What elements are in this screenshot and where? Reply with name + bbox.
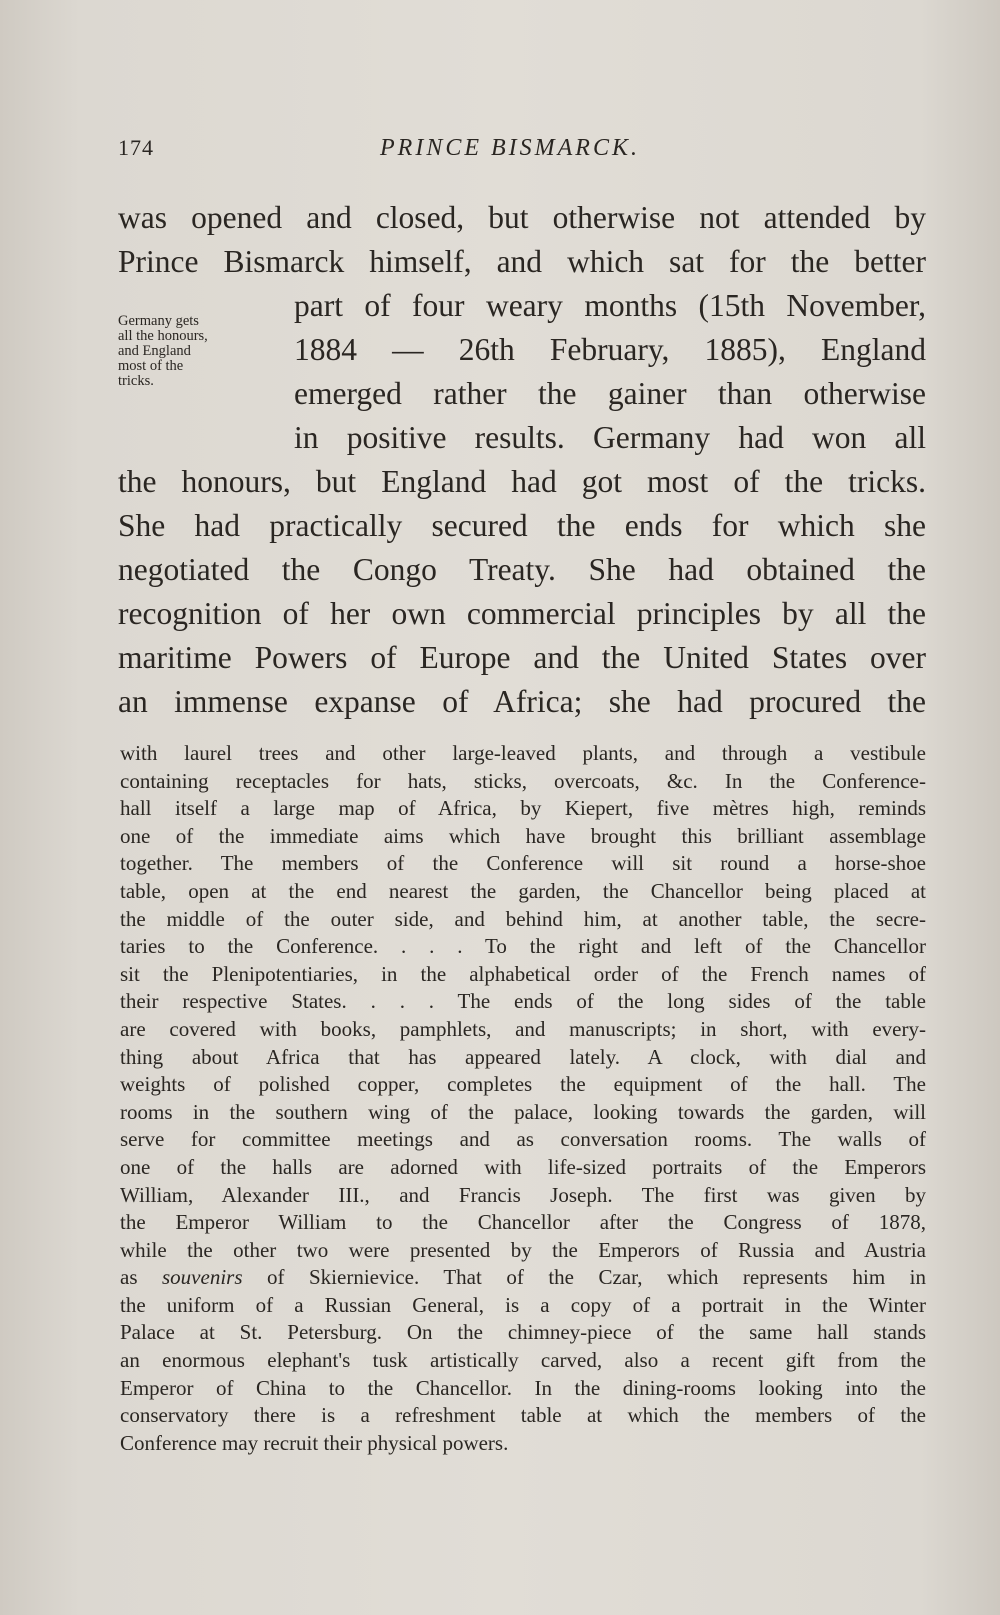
footnote-line: the middle of the outer side, and behind him, at another table, the secre- [120,906,926,931]
footnote-text: of Skiernievice. That of the Czar, which represents him in [242,1265,926,1290]
footnote [120,740,926,1457]
footnote-line: table, open at the end nearest the garden, the Chancellor being placed at [120,878,926,903]
footnote-line: the uniform of a Russian General, is a copy of a portrait in the Winter [120,1292,926,1317]
footnote-line-souvenirs [120,1264,926,1292]
footnote-line: with laurel trees and other large-leaved plants, and through a vestibule [120,741,926,765]
footnote-line: Conference may recruit their physical powers. [120,1430,509,1455]
body-line: negotiated the Congo Treaty. She had obtained the [118,552,926,587]
footnote-line: William, Alexander III., and Francis Joseph. The first was given by [120,1182,926,1207]
footnote-line: weights of polished copper, completes the equipment of the hall. The [120,1072,926,1097]
marginal-note-line: most of the [118,358,184,374]
body-line: the honours, but England had got most of the tricks. [118,464,926,499]
body-line: an immense expanse of Africa; she had procured the [118,684,926,719]
page-number: 174 [118,135,154,160]
body-line: was opened and closed, but otherwise not attended by [118,200,926,235]
footnote-line: containing receptacles for hats, sticks, overcoats, &c. In the Conference- [120,768,926,793]
footnote-line: hall itself a large map of Africa, by Kiepert, five mètres high, reminds [120,796,926,821]
body-line: part of four weary months (15th November, [294,288,926,323]
footnote-line: are covered with books, pamphlets, and manuscripts; in short, with every- [120,1016,926,1041]
marginal-note-line: all the honours, [118,328,208,344]
footnote-line: conservatory there is a refreshment table at which the members of the [120,1403,926,1428]
footnote-line: an enormous elephant's tusk artistically carved, also a recent gift from the [120,1348,926,1373]
body-line: recognition of her own commercial principles by all the [118,596,926,631]
footnote-line: one of the immediate aims which have brought this brilliant assemblage [120,823,926,848]
body-line: emerged rather the gainer than otherwise [294,376,926,411]
footnote-italic-word: souvenirs [162,1265,243,1290]
marginal-note-line: and England [118,343,191,359]
footnote-line: sit the Plenipotentiaries, in the alphabetical order of the French names of [120,961,926,986]
main-text [118,196,926,724]
marginal-note-line: tricks. [118,373,154,389]
page-header [118,135,924,171]
footnote-text: as [120,1265,162,1290]
footnote-line: taries to the Conference. . . . To the right and left of the Chancellor [120,934,926,959]
body-line: in positive results. Germany had won all [294,420,926,455]
footnote-line: thing about Africa that has appeared lately. A clock, with dial and [120,1044,926,1069]
body-line: Prince Bismarck himself, and which sat for the better [118,244,926,279]
footnote-line: one of the halls are adorned with life-sized portraits of the Emperors [120,1154,926,1179]
footnote-line: their respective States. . . . The ends of the long sides of the table [120,989,926,1014]
running-title: PRINCE BISMARCK. [380,135,640,161]
marginal-note-line: Germany gets [118,313,199,329]
footnote-line: together. The members of the Conference will sit round a horse-shoe [120,851,926,876]
footnote-line: Emperor of China to the Chancellor. In the dining-rooms looking into the [120,1375,926,1400]
footnote-line: serve for committee meetings and as conversation rooms. The walls of [120,1127,926,1152]
footnote-line: while the other two were presented by the Emperors of Russia and Austria [120,1237,926,1262]
body-line: maritime Powers of Europe and the United States over [118,640,926,675]
footnote-line: rooms in the southern wing of the palace, looking towards the garden, will [120,1099,926,1124]
footnote-line: the Emperor William to the Chancellor after the Congress of 1878, [120,1210,926,1235]
body-line: She had practically secured the ends for which she [118,508,926,543]
body-line: 1884 — 26th February, 1885), England [294,332,926,367]
footnote-line: Palace at St. Petersburg. On the chimney-piece of the same hall stands [120,1320,926,1345]
